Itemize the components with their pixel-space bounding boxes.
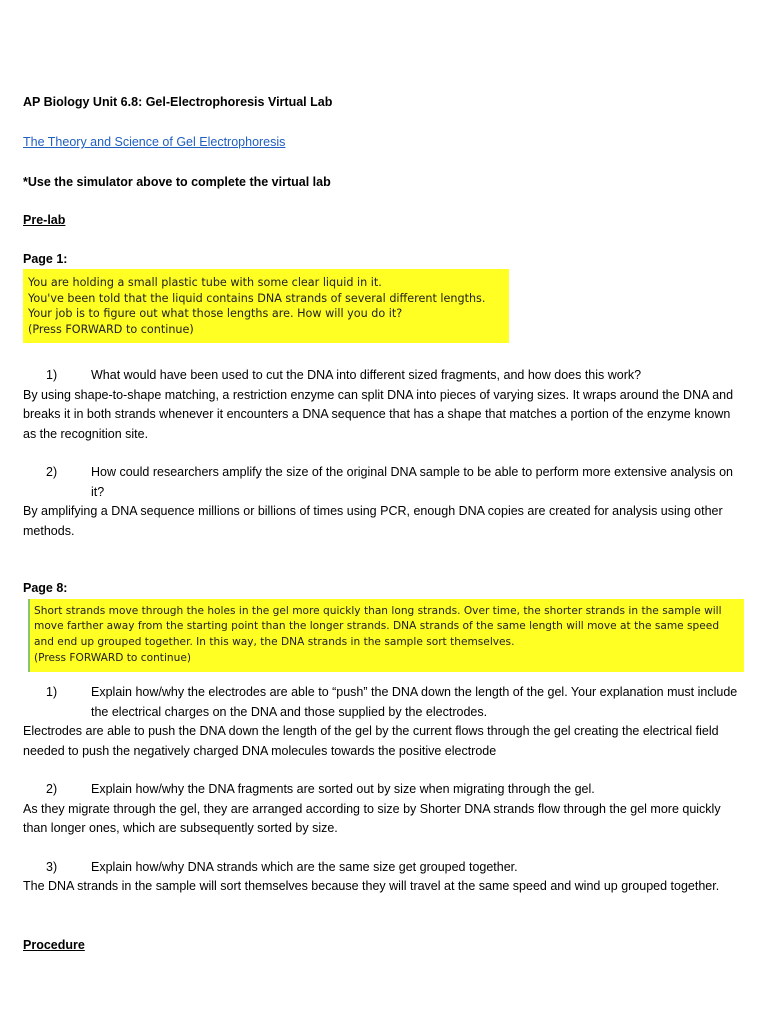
page1-box-line: You've been told that the liquid contains DNA strands of several different lengths. bbox=[28, 291, 486, 305]
page1-box-line: You are holding a small plastic tube with some clear liquid in it. bbox=[28, 276, 382, 289]
page1-highlight-box bbox=[23, 269, 509, 343]
answer-text: As they migrate through the gel, they are arranged according to size by Shorter DNA strands flow through the gel more quickly than longer ones, which are subsequently sorted by size. bbox=[23, 801, 721, 836]
page1-box-line: Your job is to figure out what those lengths are. How will you do it? bbox=[28, 307, 403, 321]
answer-text: By amplifying a DNA sequence millions or billions of times using PCR, enough DNA copies are created for analysis using other methods. bbox=[23, 504, 723, 538]
answer-text: The DNA strands in the sample will sort themselves because they will travel at the same speed and wind up grouped together. bbox=[23, 879, 720, 894]
page8-box-continue: (Press FORWARD to continue) bbox=[34, 651, 191, 664]
question-text: What would have been used to cut the DNA into different sized fragments, and how does this work? bbox=[91, 368, 642, 383]
question-number: 1) bbox=[46, 685, 58, 700]
question-number: 1) bbox=[46, 368, 58, 383]
answer-text: Electrodes are able to push the DNA down the length of the gel by the current flows through the gel creating the electrical field needed to push the negatively charged DNA molecules towards the positive electrode bbox=[23, 724, 719, 758]
answer-text: By using shape-to-shape matching, a restriction enzyme can split DNA into pieces of varying sizes. It wraps around the DNA and breaks it in both strands whenever it encounters a DNA sequence that has a shape that matches a portion of the enzyme known as the recognition site. bbox=[23, 387, 734, 441]
page1-heading: Page 1: bbox=[23, 251, 68, 266]
page8-question-2 bbox=[23, 780, 745, 839]
question-number: 3) bbox=[46, 859, 58, 874]
question-text: How could researchers amplify the size of the original DNA sample to be able to perform more extensive analysis on it? bbox=[91, 465, 733, 499]
question-number: 2) bbox=[46, 465, 58, 480]
document-title: AP Biology Unit 6.8: Gel-Electrophoresis Virtual Lab bbox=[23, 95, 333, 109]
prelab-heading: Pre-lab bbox=[23, 213, 66, 227]
question-text: Explain how/why the electrodes are able to “push” the DNA down the length of the gel. Your explanation must include the electrical charges on the DNA and those supplied by the electrodes. bbox=[91, 685, 738, 719]
question-number: 2) bbox=[46, 782, 58, 797]
page8-heading: Page 8: bbox=[23, 581, 68, 596]
simulator-instruction: *Use the simulator above to complete the virtual lab bbox=[23, 174, 331, 189]
page1-box-line: (Press FORWARD to continue) bbox=[28, 322, 194, 336]
page8-question-3 bbox=[23, 858, 745, 897]
page1-question-1 bbox=[23, 366, 745, 444]
question-text: Explain how/why DNA strands which are the same size get grouped together. bbox=[91, 859, 518, 874]
question-text: Explain how/why the DNA fragments are sorted out by size when migrating through the gel. bbox=[91, 782, 595, 797]
procedure-heading: Procedure bbox=[23, 937, 85, 952]
page8-highlight-box bbox=[28, 599, 744, 672]
theory-link[interactable]: The Theory and Science of Gel Electrophoresis bbox=[23, 135, 286, 149]
page1-question-2 bbox=[23, 463, 745, 541]
document-page bbox=[23, 93, 745, 955]
page8-question-1 bbox=[23, 683, 745, 761]
page8-box-text: Short strands move through the holes in the gel more quickly than long strands. Over time, the shorter strands in the sample will move farther away from the starting point than the longer strands. DNA strands of the same length will move at the same speed and end up grouped together. In this way, the DNA strands in the sample sort themselves. bbox=[34, 604, 722, 649]
